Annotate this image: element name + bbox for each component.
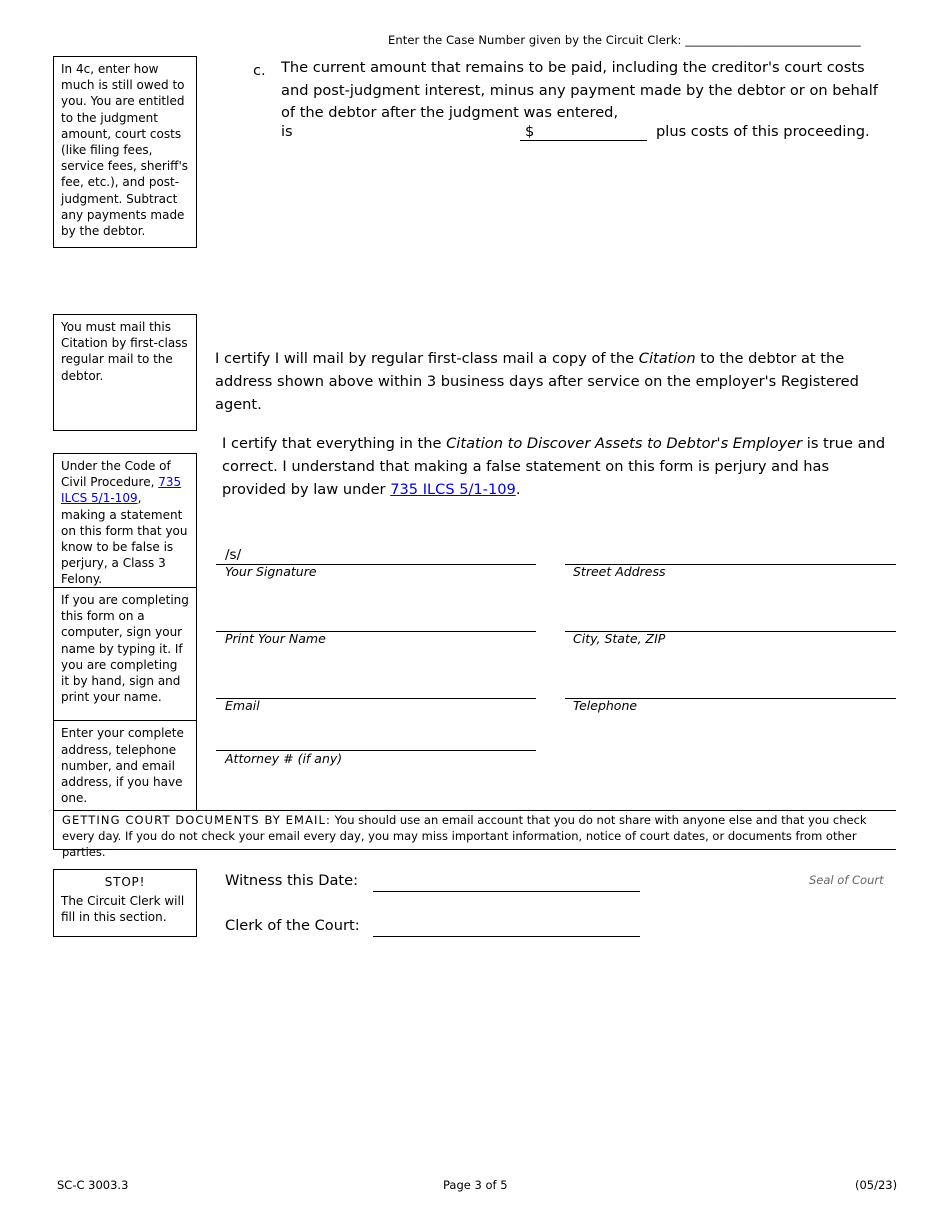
clerk-line[interactable]	[373, 936, 640, 937]
certify-text-mid: is true and correct. I understand that making a false statement on this form is perjury and has provided by law under	[222, 435, 886, 498]
sidebar-stack	[53, 453, 197, 811]
telephone-label: Telephone	[573, 698, 638, 713]
sidebar-mail	[53, 314, 197, 431]
perjury-text-before: Under the Code of Civil Procedure,	[61, 459, 171, 490]
sidebar-amount-owed	[53, 56, 197, 248]
city-label: City, State, ZIP	[573, 631, 666, 646]
email-notice-heading: GETTING COURT DOCUMENTS BY EMAIL:	[62, 813, 332, 827]
witness-date-line[interactable]	[373, 891, 640, 892]
sidebar-mail-text: You must mail this Citation by first-class regular mail to the debtor.	[61, 320, 188, 383]
sidebar-address-text: Enter your complete address, telephone number, and email address, if you have one.	[61, 726, 184, 806]
signature-label: Your Signature	[225, 564, 317, 579]
case-number-field[interactable]: ______________________________	[685, 33, 861, 47]
sidebar-address	[54, 721, 196, 811]
case-number-header	[388, 33, 861, 47]
form-version: (05/23)	[855, 1178, 898, 1192]
signature-value[interactable]: /s/	[225, 547, 242, 563]
mail-certification	[215, 347, 885, 416]
page-number: Page 3 of 5	[443, 1178, 508, 1192]
dollar-sign: $	[525, 123, 535, 140]
sidebar-perjury	[54, 454, 196, 588]
amount-input-line[interactable]	[520, 140, 647, 141]
form-number: SC-C 3003.3	[57, 1178, 129, 1192]
email-line[interactable]	[216, 698, 536, 699]
truth-certification	[222, 432, 892, 501]
certify-text-end: .	[515, 481, 521, 498]
print-name-label: Print Your Name	[225, 631, 326, 646]
sidebar-sign-text: If you are completing this form on a computer, sign your name by typing it. If you are completing it by hand, sign and print your name.	[61, 593, 189, 705]
case-number-prompt: Enter the Case Number given by the Circuit Clerk:	[388, 33, 682, 47]
certify-text-italic: Citation to Discover Assets to Debtor's Employer	[446, 435, 803, 452]
sidebar-sign	[54, 588, 196, 721]
email-label: Email	[225, 698, 260, 713]
perjury-text-after: , making a statement on this form that you know to be false is perjury, a Class 3 Felony.	[61, 491, 188, 587]
section-c-suffix: plus costs of this proceeding.	[656, 123, 870, 140]
mail-text-before: I certify I will mail by regular first-class mail a copy of the	[215, 350, 639, 367]
stop-title: STOP!	[104, 875, 146, 889]
email-notice-text: You should use an email account that you do not share with anyone else and that you check every day. If you do not check your email every day, you may miss important information, notice of court dates, or documents from other parties.	[62, 813, 867, 859]
witness-date-label: Witness this Date:	[225, 872, 359, 889]
mail-text-italic: Citation	[638, 350, 696, 367]
section-c-is-label: is	[281, 123, 293, 140]
sidebar-amount-owed-text: In 4c, enter how much is still owed to you. You are entitled to the judgment amount, court costs (like filing fees, service fees, sheriff's fee, etc.), and post-judgment. Subtract any payments made by the debtor.	[61, 62, 188, 239]
sidebar-perjury-text	[54, 454, 196, 592]
perjury-statute-link[interactable]: 735 ILCS 5/1-109	[61, 475, 182, 506]
stop-text: The Circuit Clerk will fill in this section.	[61, 894, 185, 925]
certify-text-before: I certify that everything in the	[222, 435, 447, 452]
section-c-text: The current amount that remains to be paid, including the creditor's court costs and post-judgment interest, minus any payment made by the debtor or on behalf of the debtor after the judgment was entered,	[281, 59, 878, 121]
section-c-letter: c.	[253, 62, 266, 79]
email-notice-body	[54, 811, 896, 861]
street-label: Street Address	[573, 564, 666, 579]
seal-of-court: Seal of Court	[809, 873, 884, 887]
stop-box	[53, 869, 197, 937]
attorney-label: Attorney # (if any)	[225, 751, 343, 766]
email-notice	[53, 810, 896, 859]
statute-link[interactable]: 735 ILCS 5/1-109	[390, 481, 516, 498]
mail-text-after: to the debtor at the address shown above within 3 business days after service on the employer's Registered agent.	[215, 350, 859, 413]
clerk-label: Clerk of the Court:	[225, 917, 360, 934]
